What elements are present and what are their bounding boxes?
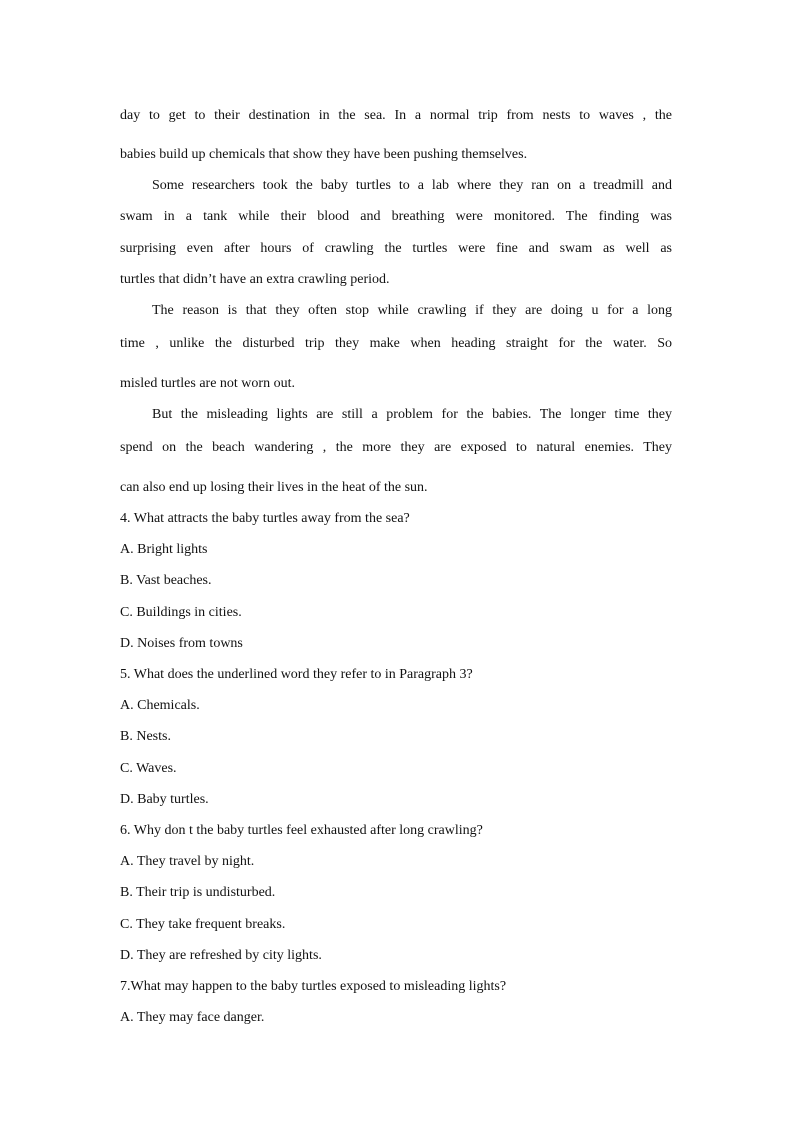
passage-line: But the misleading lights are still a problem for the babies. The longer time they bbox=[152, 407, 672, 422]
answer-option: D. Baby turtles. bbox=[120, 792, 209, 807]
passage-line: can also end up losing their lives in the heat of the sun. bbox=[120, 480, 428, 495]
passage-line: day to get to their destination in the sea. In a normal trip from nests to waves , the bbox=[120, 108, 672, 123]
passage-line: swam in a tank while their blood and breathing were monitored. The finding was bbox=[120, 209, 672, 224]
answer-option: B. Vast beaches. bbox=[120, 573, 212, 588]
passage-line: Some researchers took the baby turtles to a lab where they ran on a treadmill and bbox=[152, 178, 672, 193]
question-stem: 6. Why don t the baby turtles feel exhausted after long crawling? bbox=[120, 823, 483, 838]
passage-line: surprising even after hours of crawling the turtles were fine and swam as well as bbox=[120, 241, 672, 256]
passage-line: babies build up chemicals that show they have been pushing themselves. bbox=[120, 147, 528, 162]
answer-option: A. They travel by night. bbox=[120, 854, 255, 869]
answer-option: B. Nests. bbox=[120, 729, 171, 744]
answer-option: D. Noises from towns bbox=[120, 636, 243, 651]
answer-option: C. Waves. bbox=[120, 761, 177, 776]
answer-option: A. They may face danger. bbox=[120, 1010, 265, 1025]
answer-option: D. They are refreshed by city lights. bbox=[120, 948, 322, 963]
answer-option: C. They take frequent breaks. bbox=[120, 917, 286, 932]
passage-line: turtles that didn’t have an extra crawling period. bbox=[120, 272, 390, 287]
question-stem: 5. What does the underlined word they refer to in Paragraph 3? bbox=[120, 667, 473, 682]
question-stem: 7.What may happen to the baby turtles exposed to misleading lights? bbox=[120, 979, 507, 994]
answer-option: C. Buildings in cities. bbox=[120, 605, 242, 620]
passage-line: The reason is that they often stop while crawling if they are doing u for a long bbox=[152, 303, 672, 318]
answer-option: B. Their trip is undisturbed. bbox=[120, 885, 276, 900]
passage-line: spend on the beach wandering , the more they are exposed to natural enemies. They bbox=[120, 440, 672, 455]
passage-line: misled turtles are not worn out. bbox=[120, 376, 295, 391]
passage-line: time , unlike the disturbed trip they make when heading straight for the water. So bbox=[120, 336, 672, 351]
question-stem: 4. What attracts the baby turtles away from the sea? bbox=[120, 511, 410, 526]
answer-option: A. Chemicals. bbox=[120, 698, 200, 713]
answer-option: A. Bright lights bbox=[120, 542, 208, 557]
